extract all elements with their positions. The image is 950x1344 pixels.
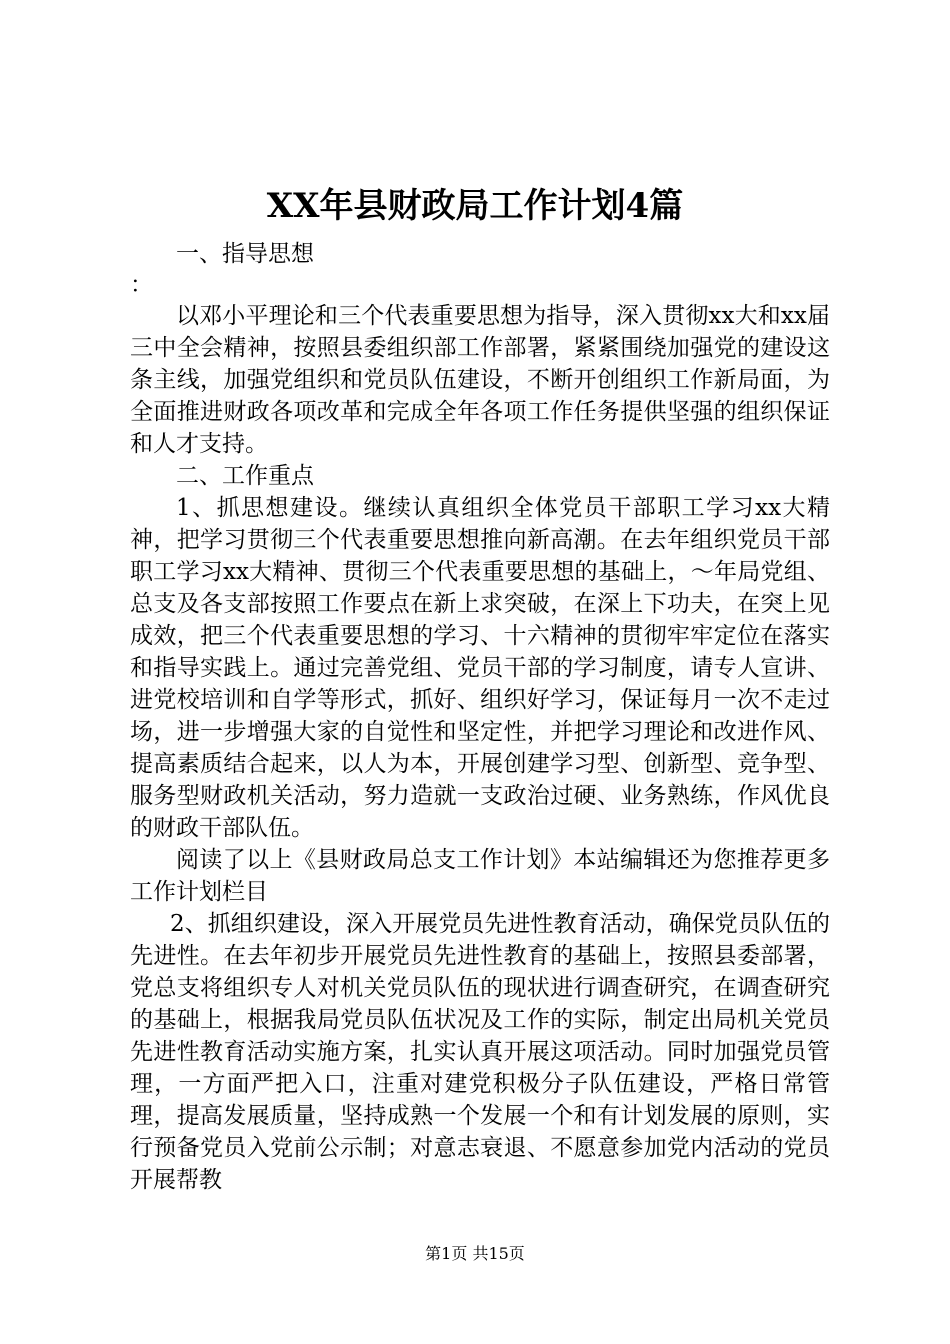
colon-line: ： (130, 272, 153, 298)
body-paragraph: 2、抓组织建设，深入开展党员先进性教育活动，确保党员队伍的先进性。在去年初步开展党员先进性教育的基础上，按照县委部署，党总支将组织专人对机关党员队伍的现状进行调查研究，在调查研究的基础上，根据我局党员队伍状况及工作的实际，制定出局机关党员先进性教育活动实施方案，扎实认真开展这项活动。同时加强党员管理，一方面严把入口，注重对建党积极分子队伍建设，严格日常管理，提高发展质量，坚持成熟一个发展一个和有计划发展的原则，实行预备党员入党前公示制；对意志衰退、不愿意参加党内活动的党员开展帮教 (130, 911, 830, 1193)
recommendation-note: 阅读了以上《县财政局总支工作计划》本站编辑还为您推荐更多工作计划栏目 (130, 847, 830, 905)
body-paragraph: 以邓小平理论和三个代表重要思想为指导，深入贯彻xx大和xx届三中全会精神，按照县委组织部工作部署，紧紧围绕加强党的建设这条主线，加强党组织和党员队伍建设，不断开创组织工作新局面，为全面推进财政各项改革和完成全年各项工作任务提供坚强的组织保证和人才支持。 (130, 303, 830, 457)
section-heading: 二、工作重点 (176, 463, 314, 489)
document-title: XX年县财政局工作计划4篇 (266, 186, 684, 226)
section-heading: 一、指导思想 (176, 241, 314, 267)
body-paragraph: 1、抓思想建设。继续认真组织全体党员干部职工学习xx大精神，把学习贯彻三个代表重要思想推向新高潮。在去年组织党员干部职工学习xx大精神、贯彻三个代表重要思想的基础上，～年局党组、总支及各支部按照工作要点在新上求突破，在深上下功夫，在突上见成效，把三个代表重要思想的学习、十六精神的贯彻牢牢定位在落实和指导实践上。通过完善党组、党员干部的学习制度，请专人宣讲、进党校培训和自学等形式，抓好、组织好学习，保证每月一次不走过场，进一步增强大家的自觉性和坚定性，并把学习理论和改进作风、提高素质结合起来，以人为本，开展创建学习型、创新型、竞争型、服务型财政机关活动，努力造就一支政治过硬、业务熟练，作风优良的财政干部队伍。 (130, 495, 830, 841)
document-body (130, 238, 830, 1196)
page-footer: 第1页 共15页 (425, 1244, 525, 1263)
